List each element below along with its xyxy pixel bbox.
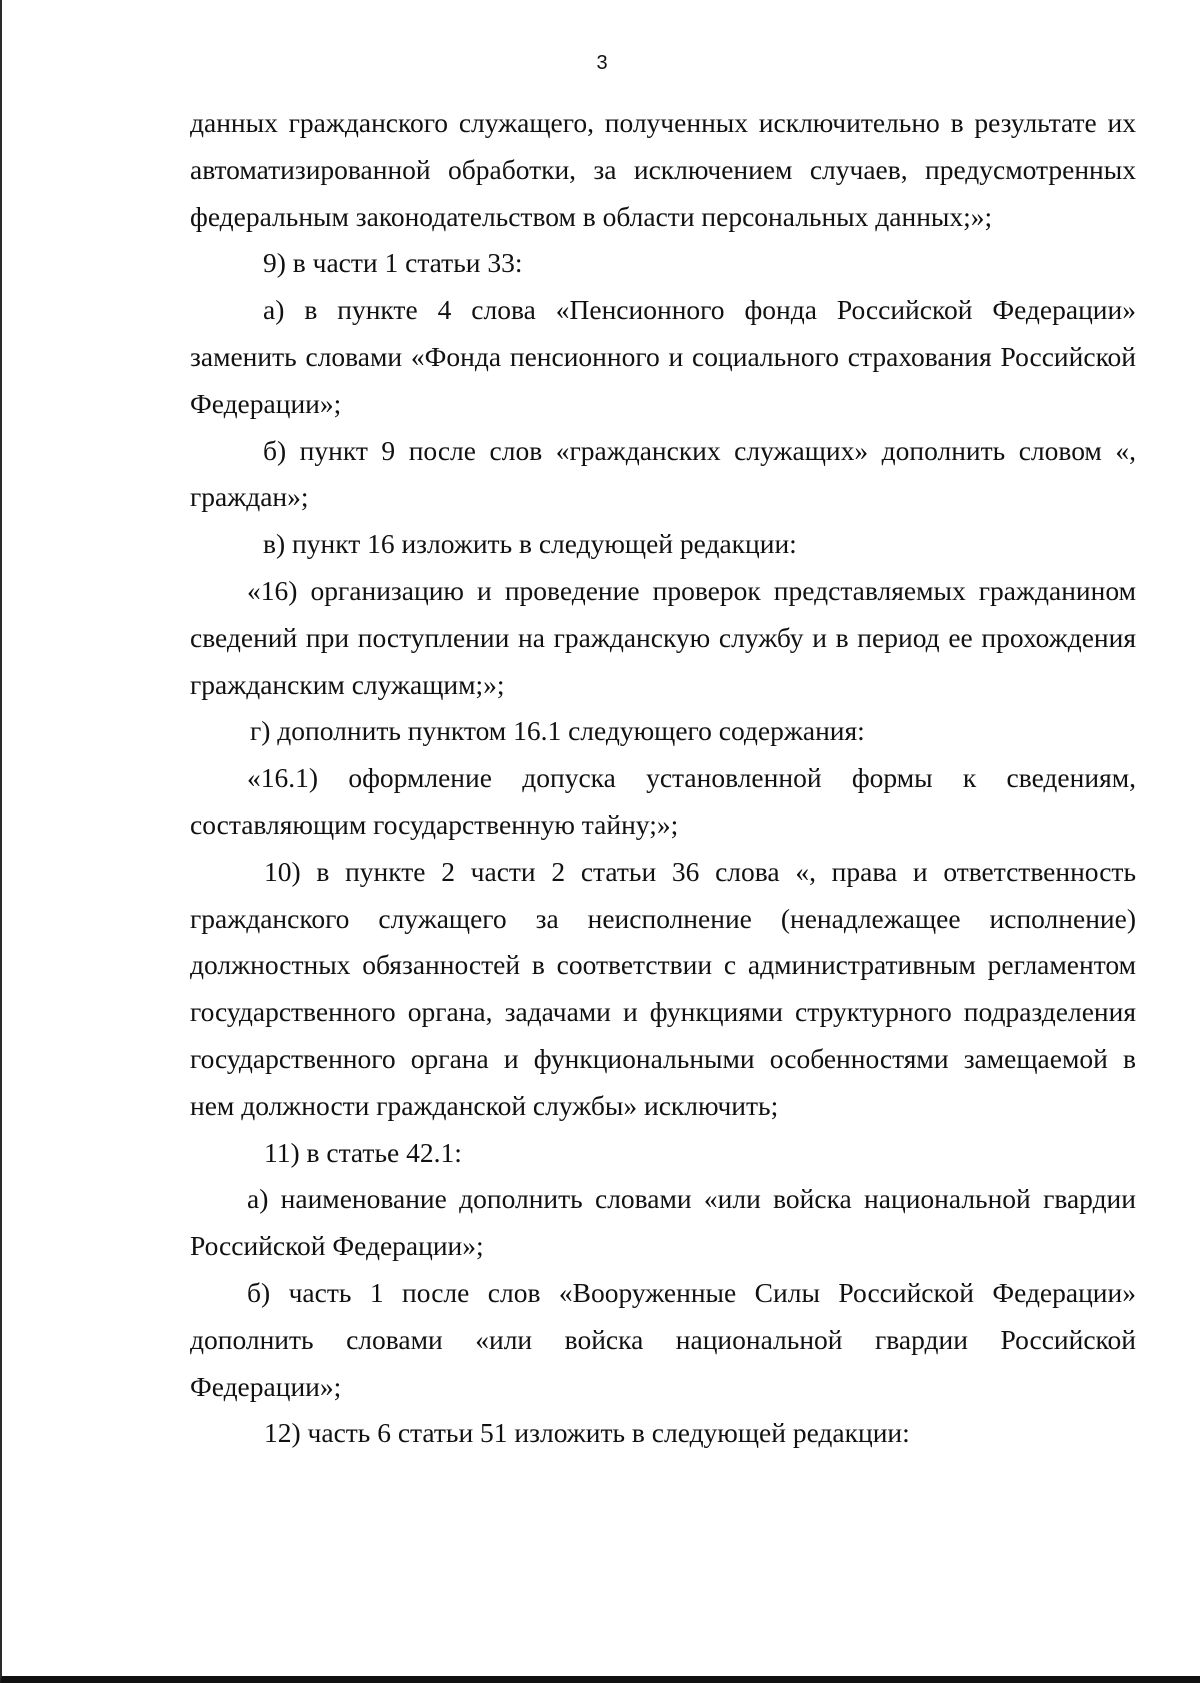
paragraph: «16) организацию и проведение проверок представляемых гражданином сведений при поступлении на гражданскую службу и в период ее прохождения гражданским служащим;»; <box>190 574 1136 700</box>
paragraph: 12) часть 6 статьи 51 изложить в следующей редакции: <box>264 1417 910 1449</box>
paragraph: а) в пункте 4 слова «Пенсионного фонда Российской Федерации» заменить словами «Фонда пенсионного и социального страхования Российской Федерации»; <box>190 294 1136 419</box>
document-body <box>190 100 1136 1457</box>
paragraph: б) пункт 9 после слов «гражданских служащих» дополнить словом «, граждан»; <box>190 434 1136 513</box>
paragraph: а) наименование дополнить словами «или войска национальной гвардии Российской Федерации»; <box>190 1183 1136 1262</box>
page-number: 3 <box>596 52 608 74</box>
paragraph: 11) в статье 42.1: <box>264 1136 462 1168</box>
paragraph: г) дополнить пунктом 16.1 следующего содержания: <box>250 715 865 747</box>
paragraph: 9) в части 1 статьи 33: <box>263 247 523 279</box>
paragraph: «16.1) оформление допуска установленной формы к сведениям, составляющим государственную тайну;»; <box>190 762 1136 840</box>
paragraph: данных гражданского служащего, полученных исключительно в результате их автоматизированной обработки, за исключением случаев, предусмотренных федеральным законодательством в области персональных данных;»; <box>190 107 1136 232</box>
paragraph: 10) в пункте 2 части 2 статьи 36 слова «, права и ответственность гражданского служащего за неисполнение (ненадлежащее исполнение) должностных обязанностей в соответствии с административным регламентом государственного органа, задачами и функциями структурного подразделения государственного органа и функциональными особенностями замещаемой в нем должности гражданской службы» исключить; <box>190 855 1136 1121</box>
paragraph: в) пункт 16 изложить в следующей редакции: <box>263 528 797 560</box>
paragraph: б) часть 1 после слов «Вооруженные Силы Российской Федерации» дополнить словами «или войска национальной гвардии Российской Федерации»; <box>190 1276 1136 1402</box>
